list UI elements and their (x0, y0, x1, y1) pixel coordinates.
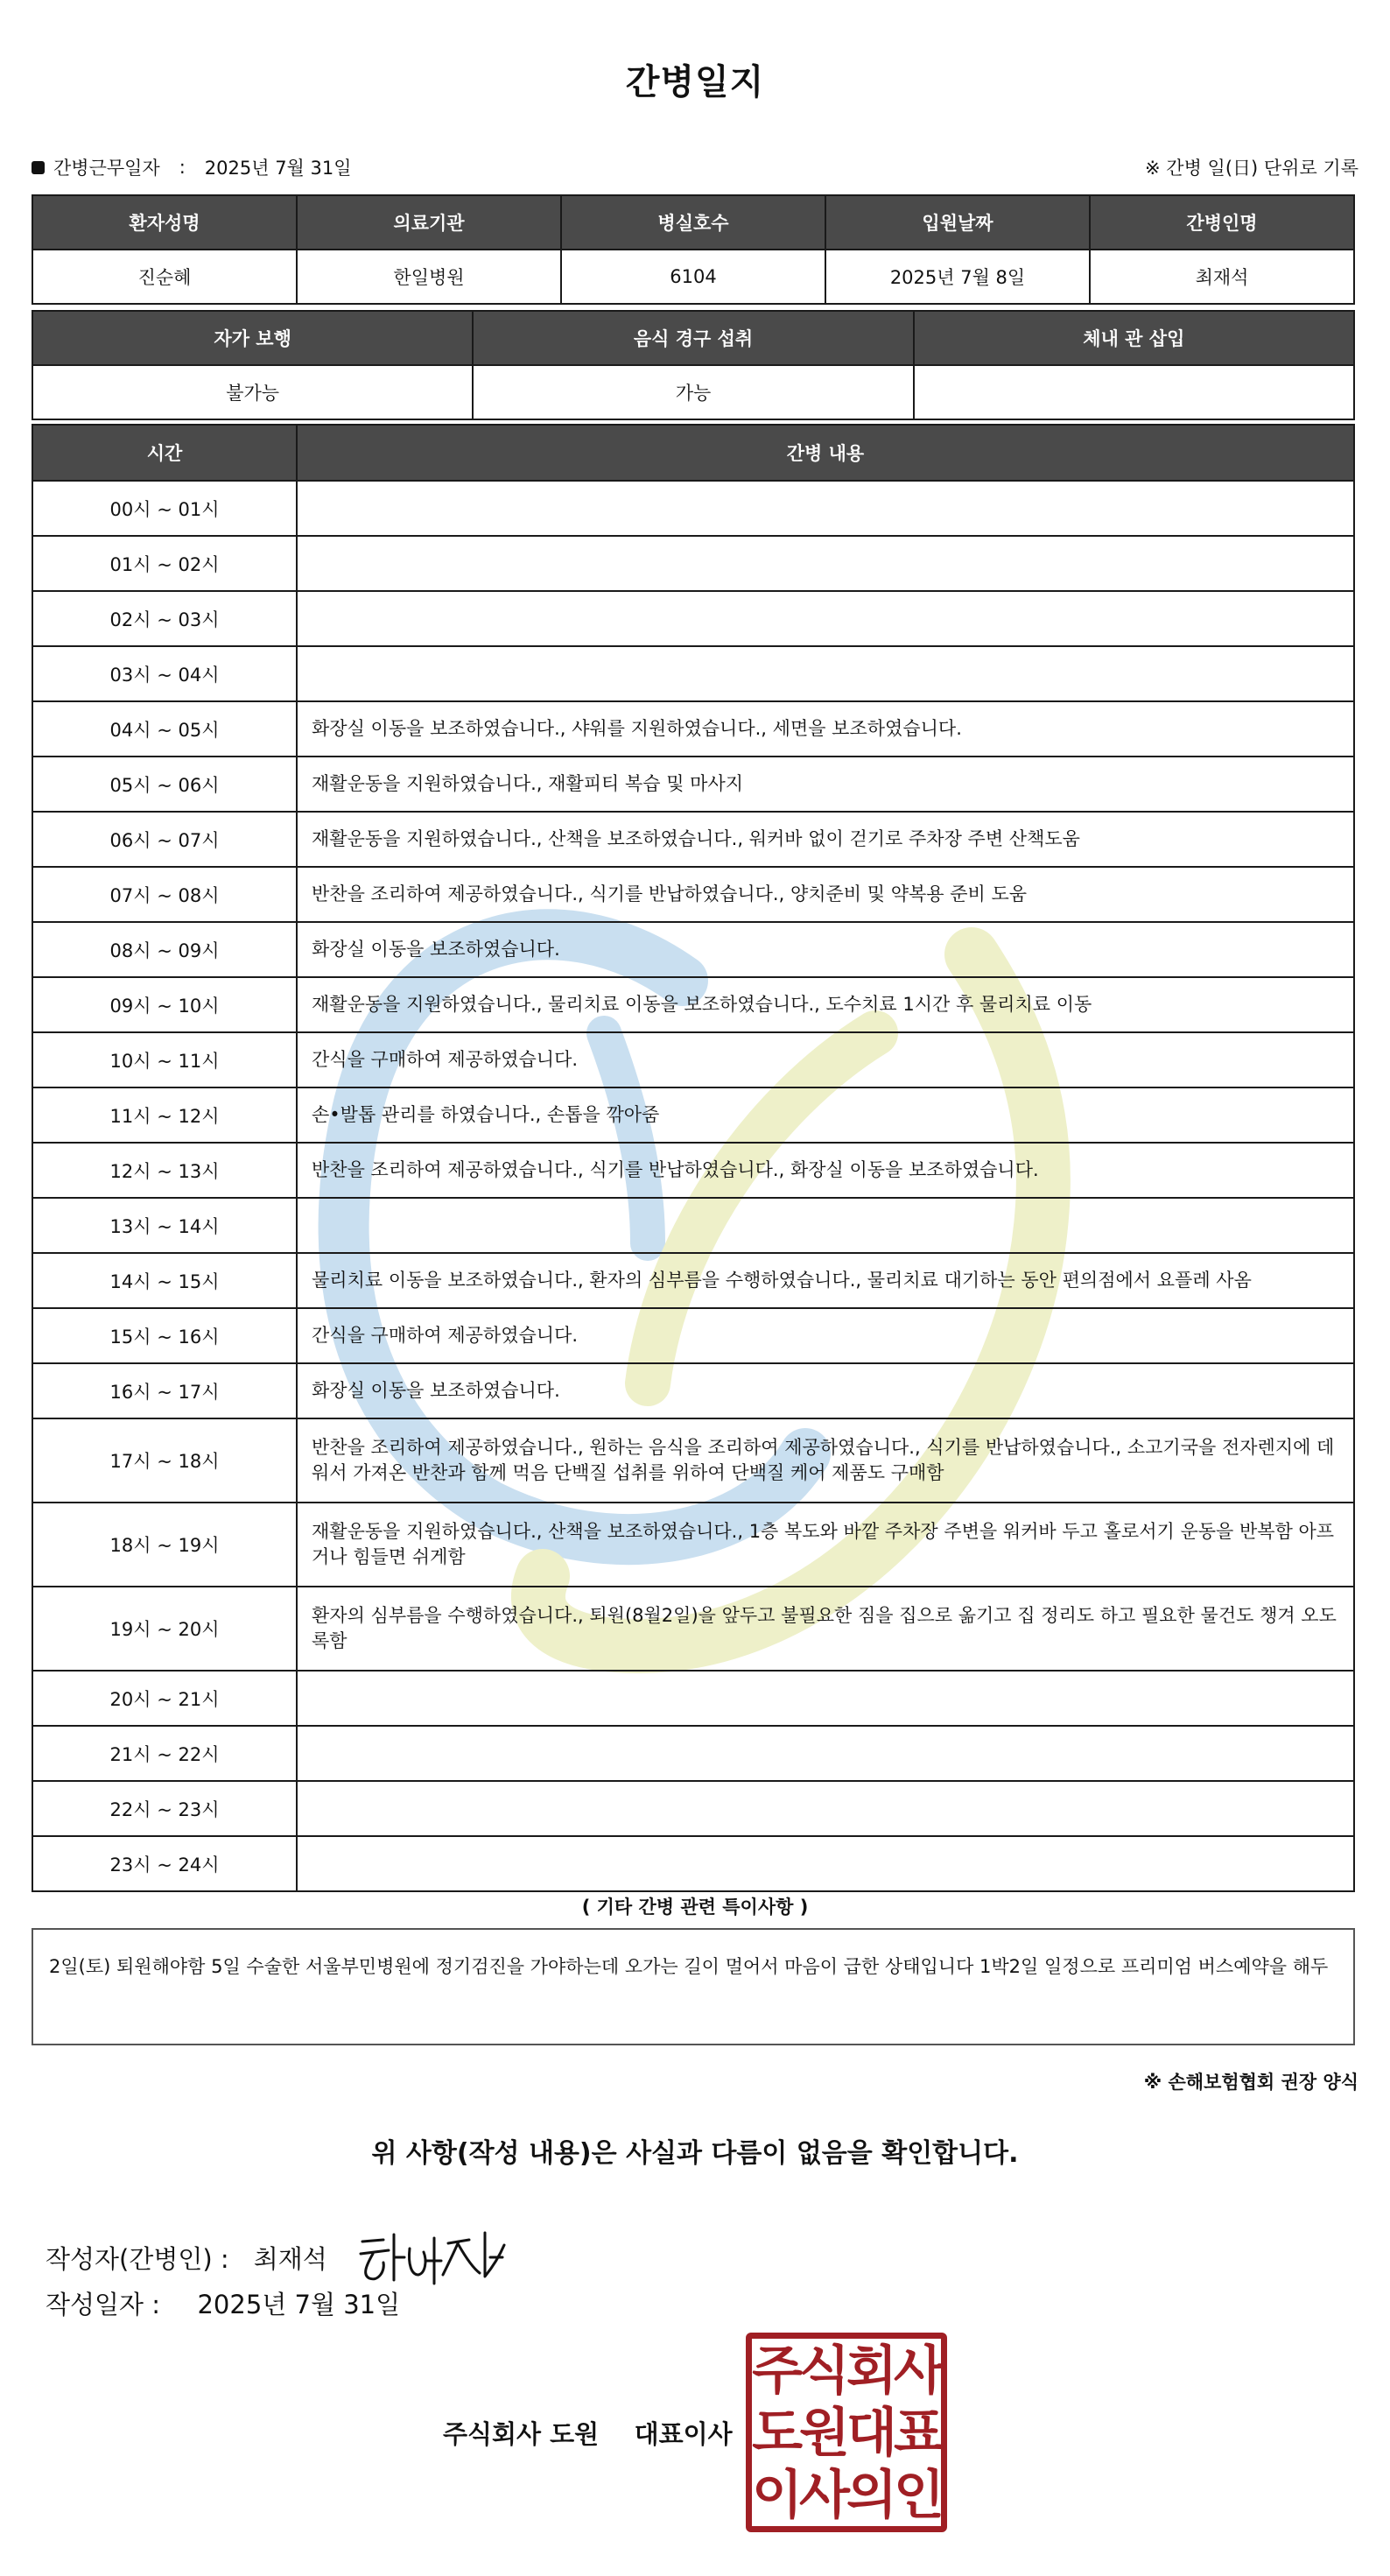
log-content: 환자의 심부름을 수행하였습니다., 퇴원(8월2일)을 앞두고 불필요한 짐을 집으로 옮기고 집 정리도 하고 필요한 물건도 챙겨 오도록함 (297, 1587, 1354, 1671)
log-time: 04시 ~ 05시 (32, 701, 297, 757)
log-row (32, 591, 1354, 646)
log-content (297, 646, 1354, 701)
work-date-line (32, 154, 352, 180)
log-time: 23시 ~ 24시 (32, 1836, 297, 1891)
log-row (32, 1503, 1354, 1587)
writer-label: 작성자(간병인) : (46, 2243, 229, 2274)
log-time: 18시 ~ 19시 (32, 1503, 297, 1587)
writer-line (46, 2222, 520, 2292)
log-content: 반찬을 조리하여 제공하였습니다., 원하는 음식을 조리하여 제공하였습니다., 식기를 반납하였습니다., 소고기국을 전자렌지에 데워서 가져온 반찬과 함께 먹음 단백질 섭취를 위하여 단백질 케어 제품도 구매함 (297, 1418, 1354, 1503)
log-row (32, 481, 1354, 536)
log-content (297, 481, 1354, 536)
log-time: 17시 ~ 18시 (32, 1418, 297, 1503)
log-content: 화장실 이동을 보조하였습니다. (297, 1363, 1354, 1418)
log-row (32, 646, 1354, 701)
log-row (32, 1671, 1354, 1726)
log-content: 화장실 이동을 보조하였습니다., 샤워를 지원하였습니다., 세면을 보조하였습니다. (297, 701, 1354, 757)
patient-info-table (32, 194, 1355, 305)
log-time: 14시 ~ 15시 (32, 1253, 297, 1308)
institution: 한일병원 (297, 250, 561, 304)
log-time: 08시 ~ 09시 (32, 922, 297, 977)
log-time: 00시 ~ 01시 (32, 481, 297, 536)
header-institution: 의료기관 (297, 195, 561, 250)
log-content (297, 1198, 1354, 1253)
log-content: 화장실 이동을 보조하였습니다. (297, 922, 1354, 977)
patient-name: 진순혜 (32, 250, 297, 304)
log-row (32, 977, 1354, 1032)
written-date-line (46, 2285, 400, 2321)
log-time: 21시 ~ 22시 (32, 1726, 297, 1781)
log-time: 07시 ~ 08시 (32, 867, 297, 922)
log-content: 손•발톱 관리를 하였습니다., 손톱을 깎아줌 (297, 1087, 1354, 1143)
log-content (297, 1781, 1354, 1836)
header-care-content: 간병 내용 (297, 425, 1354, 481)
log-time: 11시 ~ 12시 (32, 1087, 297, 1143)
log-row (32, 701, 1354, 757)
log-row (32, 867, 1354, 922)
log-time: 05시 ~ 06시 (32, 757, 297, 812)
log-row (32, 1781, 1354, 1836)
patient-status-table (32, 310, 1355, 420)
log-row (32, 1418, 1354, 1503)
log-time: 03시 ~ 04시 (32, 646, 297, 701)
caregiver-name: 최재석 (1090, 250, 1354, 304)
log-row (32, 1253, 1354, 1308)
header-patient-name: 환자성명 (32, 195, 297, 250)
log-content: 반찬을 조리하여 제공하였습니다., 식기를 반납하였습니다., 양치준비 및 약복용 준비 도움 (297, 867, 1354, 922)
unit-note: ※ 간병 일(日) 단위로 기록 (1145, 158, 1358, 179)
notes-box: 2일(토) 퇴원해야함 5일 수술한 서울부민병원에 정기검진을 가야하는데 오가는 길이 멀어서 마음이 급한 상태입니다 1박2일 일정으로 프리미엄 버스예약을 해두 (32, 1928, 1355, 2045)
work-date-value: 2025년 7월 31일 (204, 158, 352, 179)
log-time: 06시 ~ 07시 (32, 812, 297, 867)
log-content (297, 1836, 1354, 1891)
log-time: 15시 ~ 16시 (32, 1308, 297, 1363)
log-row (32, 1836, 1354, 1891)
log-content: 간식을 구매하여 제공하였습니다. (297, 1308, 1354, 1363)
log-content: 물리치료 이동을 보조하였습니다., 환자의 심부름을 수행하였습니다., 물리치료 대기하는 동안 편의점에서 요플레 사옴 (297, 1253, 1354, 1308)
log-content: 간식을 구매하여 제공하였습니다. (297, 1032, 1354, 1087)
header-caregiver-name: 간병인명 (1090, 195, 1354, 250)
log-time: 22시 ~ 23시 (32, 1781, 297, 1836)
recommend-note: ※ 손해보험협회 권장 양식 (1143, 2072, 1358, 2093)
work-date-label: 간병근무일자 (53, 158, 160, 179)
bullet-square-icon (32, 161, 45, 174)
company-seal-stamp: 주식회사 도원대표 이사의인 (746, 2333, 947, 2532)
log-content: 재활운동을 지원하였습니다., 물리치료 이동을 보조하였습니다., 도수치료 1시간 후 물리치료 이동 (297, 977, 1354, 1032)
log-row (32, 1308, 1354, 1363)
log-content: 재활운동을 지원하였습니다., 재활피티 복습 및 마사지 (297, 757, 1354, 812)
log-row (32, 536, 1354, 591)
log-content: 재활운동을 지원하였습니다., 산책을 보조하였습니다., 워커바 없이 걷기로 주차장 주변 산책도움 (297, 812, 1354, 867)
header-tube-insertion: 체내 관 삽입 (914, 311, 1354, 365)
written-date-value: 2025년 7월 31일 (197, 2290, 401, 2319)
confirm-statement: 위 사항(작성 내용)은 사실과 다름이 없음을 확인합니다. (371, 2138, 1019, 2169)
written-date-label: 작성일자 : (46, 2290, 161, 2319)
log-row (32, 1587, 1354, 1671)
log-row (32, 1143, 1354, 1198)
log-content (297, 1671, 1354, 1726)
log-content (297, 1726, 1354, 1781)
care-log-table (32, 424, 1355, 1892)
company-name: 주식회사 도원 대표이사 (443, 2419, 733, 2449)
oral-intake-value: 가능 (473, 365, 913, 419)
log-time: 02시 ~ 03시 (32, 591, 297, 646)
document-title: 간병일지 (625, 62, 765, 102)
log-time: 20시 ~ 21시 (32, 1671, 297, 1726)
log-content (297, 591, 1354, 646)
log-time: 19시 ~ 20시 (32, 1587, 297, 1671)
room-number: 6104 (561, 250, 825, 304)
log-time: 10시 ~ 11시 (32, 1032, 297, 1087)
notes-title: ( 기타 간병 관련 특이사항 ) (581, 1897, 809, 1918)
log-row (32, 1032, 1354, 1087)
log-row (32, 1363, 1354, 1418)
header-admission-date: 입원날짜 (825, 195, 1090, 250)
header-oral-intake: 음식 경구 섭취 (473, 311, 913, 365)
tube-insertion-value (914, 365, 1354, 419)
log-time: 09시 ~ 10시 (32, 977, 297, 1032)
log-content (297, 536, 1354, 591)
handwritten-signature (354, 2222, 520, 2292)
header-room: 병실호수 (561, 195, 825, 250)
log-row (32, 812, 1354, 867)
admission-date: 2025년 7월 8일 (825, 250, 1090, 304)
log-time: 16시 ~ 17시 (32, 1363, 297, 1418)
header-self-walking: 자가 보행 (32, 311, 473, 365)
log-row (32, 1198, 1354, 1253)
log-row (32, 1726, 1354, 1781)
log-time: 12시 ~ 13시 (32, 1143, 297, 1198)
log-row (32, 922, 1354, 977)
log-content: 반찬을 조리하여 제공하였습니다., 식기를 반납하였습니다., 화장실 이동을 보조하였습니다. (297, 1143, 1354, 1198)
writer-name: 최재석 (253, 2243, 327, 2274)
log-content: 재활운동을 지원하였습니다., 산책을 보조하였습니다., 1층 복도와 바깥 주차장 주변을 워커바 두고 홀로서기 운동을 반복함 아프거나 힘들면 쉬게함 (297, 1503, 1354, 1587)
work-date-separator: : (179, 157, 186, 178)
log-time: 13시 ~ 14시 (32, 1198, 297, 1253)
header-time: 시간 (32, 425, 297, 481)
self-walking-value: 불가능 (32, 365, 473, 419)
log-row (32, 1087, 1354, 1143)
log-row (32, 757, 1354, 812)
log-time: 01시 ~ 02시 (32, 536, 297, 591)
